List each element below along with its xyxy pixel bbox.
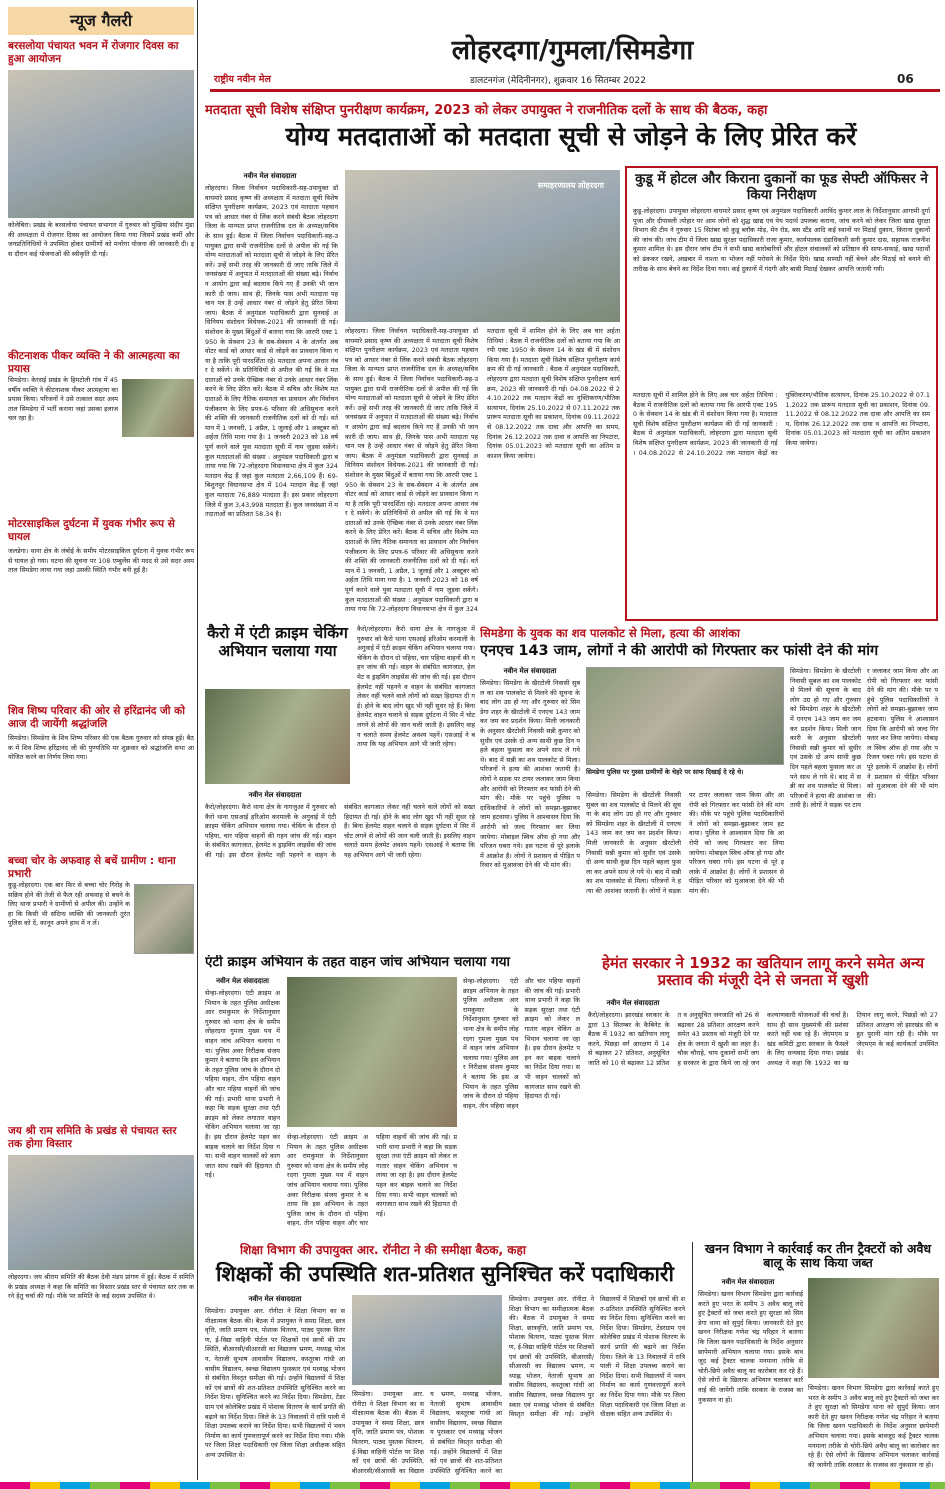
left-story-1 [8, 40, 194, 349]
khanan-byline: नवीन मेल संवाददाता [721, 1278, 775, 1286]
shiksha-col-1: सिमडेगा। उपायुक्त आर. रॉनीटा ने शिक्षा विभाग का समीक्षात्मक बैठक की। बैठक में उपायुक्त ने समग्र शिक्षा, छात्रवृत्ति, जाति प्रमाण पत्र, पोशाक वितरण, पाठ्य पुस्तक वितरण, ई-विद्या वाहिनी पोर्टल पर शिक्षकों एवं छात्रों की उपस्थिति, बीआरसी/सीआरसी का विद्यालय भ्रमण, मध्याह्न भोजन, नेताजी सुभाष आवासीय विद्यालय, कस्तूरबा गांधी आवासीय विद्यालय, स्वच्छ विद्यालय पुरस्कार एवं मध्याह्न भोजन से संबंधित विस्तृत समीक्षा की गई। उन्होंने विद्यालयों में शिक्षकों एवं छात्रों की शत-प्रतिशत उपस्थिति सुनिश्चित करने का निर्देश दिया। सुनिश्चित करने का निर्देश दिया। सिमडेगा, टेंडरग्राम एवं कोलेबिरा प्रखंड में पोशाक वितरण के कार्य प्रगति की बढ़ाने का निर्देश दिया। जिले के 13 निवालयों में रात्रि पाली में शिक्षा उपलब्ध कराने का निर्देश दिया। सभी विद्यालयों में भवन निर्माण का कार्य गुणवत्तापूर्ण करने का निर्देश दिया गया। मौके पर जिला शिक्षा पदाधिकारी एवं जिला शिक्षा अधीक्षक सहित अन्य उपस्थित थे। [205, 1307, 345, 1459]
simdega-caption: सिमडेगा पुलिस पर गुस्सा ग्रामीणों के चेहरे पर साफ दिखाई दे रहे थे। [586, 768, 744, 776]
food-headline: कुडू में होटल और किराना दुकानों का फूड सेफ्टी ऑफिसर ने किया निरीक्षण [635, 171, 928, 203]
left-story-1-headline: बरसलोया पंचायत भवन में रोजगार दिवस का हुआ आयोजन [8, 40, 179, 65]
cairo-story [205, 625, 475, 955]
anti-crime-byline: नवीन मेल संवाददाता [216, 977, 269, 985]
left-story-3 [8, 518, 194, 699]
left-story-4-headline: शिव शिष्य परिवार की ओर से हरिंद्रानंद जी को आज दी जायेंगी श्रद्धांजलि [8, 705, 185, 730]
simdega-story [480, 625, 938, 955]
lead-photo [345, 170, 620, 322]
left-story-2 [8, 350, 194, 516]
left-story-4 [8, 705, 194, 854]
left-story-1-body: कोलेबिरा। प्रखंड के बरसलोया पंचायत सभागार में गुरुवार को मुखिया संदीप मुंडा की अध्यक्षता में रोजगार दिवस का आयोजन किया गया जिसमें प्रखंड कर्मी और जनप्रतिनिधियों ने उपस्थित होकर ग्रामीणों को मनरेगा योजना की जानकारी दी। इस दौरान कई योजनाओं की स्वीकृति दी गई। [8, 221, 194, 258]
left-story-2-body: सिमडेगा। केरसई प्रखंड के हिमटोली गांव में 45 वर्षीय व्यक्ति ने कीटनाशक पीकर आत्महत्या का प्रयास किया। परिजनों ने उसे तत्काल सदर अस्पताल सिमडेगा में भर्ती कराया जहां उसका इलाज चल रहा है। [8, 376, 118, 423]
simdega-byline: नवीन मेल संवाददाता [503, 667, 557, 675]
khanan-photo [808, 1278, 939, 1378]
left-story-2-photo [122, 379, 194, 437]
food-schedule: मतदाता सूची में शामिल होने के लिए अब चार अर्हता तिथियां : बैठक में राजनीतिक दलों को बताया गया कि आरपी एक्ट 1950 के सेक्शन 14 के खंड बी में संशोधन किया गया है। मतदाता सूची विशेष संक्षिप्त पुनरीक्षण कार्यक्रम की दी गई जानकारी : बैठक में अनुमंडल पदाधिकारी, लोहरदगा द्वारा मतदाता सूची विशेष संक्षिप्त पुनरीक्षण कार्यक्रम, 2023 की जानकारी दी गई। 04.08.2022 से 24.10.2022 तक मतदान केंद्रों का युक्तिकरण/भौतिक सत्यापन, दिनांक 25.10.2022 से 07.11.2022 तक प्रारूप मतदाता सूची का प्रकाशन, दिनांक 09.11.2022 से 08.12.2022 तक दावा और आपत्ति का समय, दिनांक 26.12.2022 तक दावा व आपत्ति का निपटारा, दिनांक 05.01.2023 को मतदाता सूची का अंतिम प्रकाशन किया जायेगा। [633, 391, 930, 457]
hemant-body: कैरो/लोहरदगा। झारखंड सरकार के द्वारा 13 सितम्बर के कैबिनेट के बैठक में 1932 का खतियान लागू करने, पिछड़ा वर्ग आरक्षण में 14 से बढ़ाकर 27 प्रतिशत, अनुसूचित जाति को 10 से बढ़ाकर 12 प्रतिशत व अनुसूचित जनजाति को 26 से बढ़ाकर 28 प्रतिशत आरक्षण करने समेत 43 प्रस्ताव को मंजूरी देने पर क्षेत्र के जनता में खुशी का लहर है। चौक चौराहे, चाय दुकानों सभी जगह सरकार के द्वारा किये जा रहे जनकल्याणकारी योजनाओं की चर्चा है। साथ ही साथ मुख्यमंत्री की प्रशंसा करते नहीं थक रहे हैं। जेएमएम प्रखंड कमिटी द्वारा सरकार के फैसले के लिए धन्यवाद दिया गया। प्रखंड अध्यक्ष ने कहा कि 1932 का खतियान लागू करने, पिछड़ों को 27 प्रतिशत आरक्षण जो झारखंड की बहुत पुरानी मांग रही है। मौके पर जेएमएम के कई कार्यकर्ता उपस्थित थे। [588, 1011, 938, 1067]
khanan-col-2: सिमडेगा। खनन विभाग सिमडेगा द्वारा कार्रवाई करते हुए भरत के समीप 3 अवैध बालू लदे हुए ट्रैक्टरों को जब्त करते हुए सुरक्षा को सिमडेगा थाना को सुपुर्द किया। जानकारी देते हुए खनन निरीक्षक गणेश चंद्र परिहार ने बताया कि जिला खनन पदाधिकारी के निर्देश अनुसार छापेमारी अभियान चलाया गया। इसके बावजूद कई ट्रैक्टर चालक मनमाना तरीके से चोरी-छिपे अवैध बालू का कारोबार कर रहे हैं। ऐसे लोगों के खिलाफ अभियान चलाकर कार्रवाई की जायेगी ताकि सरकार के राजस्व का नुकसान ना हो। [808, 1384, 939, 1469]
food-safety-box [625, 166, 938, 621]
left-story-4-body: सिमडेगा। सिमडेगा के शिव शिष्य परिवार की एक बैठक गुरुवार को संपन्न हुई। बैठक में शिव शिष्य हरिंद्रानंद जी की पुण्यतिथि पर शुक्रवार को श्रद्धांजलि सभा आयोजित करने का निर्णय लिया गया। [8, 734, 194, 762]
left-story-5 [8, 855, 194, 1116]
left-story-3-body: जलडेगा। थाना क्षेत्र के लंबोई के समीप मोटरसाइकिल दुर्घटना में युवक गंभीर रूप से घायल हो गया। घटना की सूचना पर 108 एम्बुलेंस की मदद से उसे सदर अस्पताल सिमडेगा लाया गया जहां उसकी स्थिति गंभीर बनी हुई है। [8, 547, 194, 575]
left-story-6-headline: जय श्री राम समिति के प्रखंड से पंचायत स्तर तक होगा विस्तार [8, 1125, 177, 1150]
anti-crime-col-2: सेन्हा-लोहरदगा। एंटी क्राइम अभियान के तहत पुलिस अधीक्षक आर रामकुमार के निर्देशानुसार गुरुवार को थाना क्षेत्र के समीप लोहरदगा गुमला मुख्य पथ में वाहन जांच अभियान चलाया गया। पुलिस अवर निरीक्षक संजय कुमार ने बताया कि इस अभियान के तहत पुलिस जांच के दौरान दो पहिया वाहन, तीन पहिया वाहन और चार पहिया वाहनों की जांच की गई। प्रभारी थाना प्रभारी ने कहा कि सड़क सुरक्षा तथा एंटी क्राइम को लेकर लगातार वाहन चेकिंग अभियान चलाया जा रहा है। इस दौरान हेलमेट पहन कर बाइक चलाने का निर्देश दिया गया। सभी वाहन चालकों को कागजात साथ रखने की हिदायत दी गई। [287, 1133, 457, 1228]
paper-name: राष्ट्रीय नवीन मेल [214, 74, 271, 85]
lead-photo-sign: समाहरणालय लोहरदगा [537, 181, 604, 190]
simdega-photo [586, 667, 784, 765]
dateline: डालटनगंज (मेदिनीनगर), शुक्रवार 16 सितम्बर 2022 [470, 76, 646, 86]
anti-crime-col-3: सेन्हा-लोहरदगा। एंटी क्राइम अभियान के तहत पुलिस अधीक्षक आर रामकुमार के निर्देशानुसार गुरुवार को थाना क्षेत्र के समीप लोहरदगा गुमला मुख्य पथ में वाहन जांच अभियान चलाया गया। पुलिस अवर निरीक्षक संजय कुमार ने बताया कि इस अभियान के तहत पुलिस जांच के दौरान दो पहिया वाहन, तीन पहिया वाहन और चार पहिया वाहनों की जांच की गई। प्रभारी थाना प्रभारी ने कहा कि सड़क सुरक्षा तथा एंटी क्राइम को लेकर लगातार वाहन चेकिंग अभियान चलाया जा रहा है। इस दौरान हेलमेट पहन कर बाइक चलाने का निर्देश दिया गया। सभी वाहन चालकों को कागजात साथ रखने की हिदायत दी गई। [463, 977, 580, 1110]
lead-byline: नवीन मेल संवाददाता [243, 172, 297, 180]
lead-col-3: मतदाता सूची में शामिल होने के लिए अब चार अर्हता तिथियां : बैठक में राजनीतिक दलों को बताया गया कि आरपी एक्ट 1950 के सेक्शन 14 के खंड बी में संशोधन किया गया है। मतदाता सूची विशेष संक्षिप्त पुनरीक्षण कार्यक्रम की दी गई जानकारी : बैठक में अनुमंडल पदाधिकारी, लोहरदगा द्वारा मतदाता सूची विशेष संक्षिप्त पुनरीक्षण कार्यक्रम, 2023 की जानकारी दी गई। 04.08.2022 से 24.10.2022 तक मतदान केंद्रों का युक्तिकरण/भौतिक सत्यापन, दिनांक 25.10.2022 से 07.11.2022 तक प्रारूप मतदाता सूची का प्रकाशन, दिनांक 09.11.2022 से 08.12.2022 तक दावा और आपत्ति का समय, दिनांक 26.12.2022 तक दावा व आपत्ति का निपटारा, दिनांक 05.01.2023 को मतदाता सूची का अंतिम प्रकाशन किया जायेगा। [487, 327, 620, 460]
region-title: लोहरदगा/गुमला/सिमडेगा [451, 35, 694, 66]
page-number: 06 [897, 72, 914, 86]
shiksha-photo [352, 1295, 502, 1385]
lead-headline: योग्य मतदाताओं को मतदाता सूची से जोड़ने के लिए प्रेरित करें [285, 123, 857, 152]
news-gallery-banner [8, 7, 194, 35]
shiksha-kicker: शिक्षा विभाग की उपायुक्त आर. रॉनीटा ने की समीक्षा बैठक, कहा [240, 1243, 526, 1257]
left-story-5-body: कुडू-लोहरदगा। एक बार फिर से बच्चा चोर गिरोह के सक्रिय होने की तेजी से फैल रही अफवाह से बचने के लिए थाना प्रभारी ने ग्रामीणों से अपील की। उन्होंने कहा कि किसी भी संदिग्ध व्यक्ति की जानकारी तुरंत पुलिस को दें, कानून अपने हाथ में न लें। [8, 881, 130, 928]
simdega-col-3: सिमडेगा। सिमडेगा के खैरटोली निवासी सुबल का शव पालकोट से मिलने की सूचना के बाद लोग उग्र हो गए और गुरुवार को सिमडेगा शहर के खैरटोली में एनएच 143 जाम कर जम कर प्रदर्शन किया। मिली जानकारी के अनुसार खैरटोली निवासी सन्नी कुमार को सुधीर एवं उसके दो अन्य साथी कुछ दिन पहले बहला फुसला कर अपने साथ ले गये थे। बाद में सन्नी का शव पालकोट से मिला। परिजनों ने हत्या की आशंका जतायी है। लोगों ने सड़क पर टायर जलाकर जाम किया और आरोपी को गिरफ्तार कर फांसी देने की मांग की। मौके पर पहुंचे पुलिस पदाधिकारियों ने लोगों को समझा-बुझाकर जाम हटवाया। पुलिस ने आश्वासन दिया कि आरोपी को जल्द गिरफ्तार कर लिया जायेगा। मोबाइल स्विच ऑफ हो गया और परिजन घबरा गये। इस घटना से पूरे इलाके में आक्रोश है। लोगों ने प्रशासन से पीड़ित परिवार को मुआवजा देने की भी मांग की। [790, 667, 938, 810]
left-story-5-photo [134, 884, 194, 954]
khanan-story [692, 1242, 938, 1483]
cairo-headline: कैरो में एंटी क्राइम चेकिंग अभियान चलाया गया [207, 624, 348, 660]
simdega-headline: एनएच 143 जाम, लोगों ने की आरोपी को गिरफ्तार कर फांसी देने की मांग [480, 643, 879, 659]
left-story-1-photo [8, 70, 194, 218]
left-story-2-headline: कीटनाशक पीकर व्यक्ति ने की आत्महत्या का प्रयास [8, 350, 180, 375]
simdega-col-1: सिमडेगा। सिमडेगा के खैरटोली निवासी सुबल का शव पालकोट से मिलने की सूचना के बाद लोग उग्र हो गए और गुरुवार को सिमडेगा शहर के खैरटोली में एनएच 143 जाम कर जम कर प्रदर्शन किया। मिली जानकारी के अनुसार खैरटोली निवासी सन्नी कुमार को सुधीर एवं उसके दो अन्य साथी कुछ दिन पहले बहला फुसला कर अपने साथ ले गये थे। बाद में सन्नी का शव पालकोट से मिला। परिजनों ने हत्या की आशंका जतायी है। लोगों ने सड़क पर टायर जलाकर जाम किया और आरोपी को गिरफ्तार कर फांसी देने की मांग की। मौके पर पहुंचे पुलिस पदाधिकारियों ने लोगों को समझा-बुझाकर जाम हटवाया। पुलिस ने आश्वासन दिया कि आरोपी को जल्द गिरफ्तार कर लिया जायेगा। मोबाइल स्विच ऑफ हो गया और परिजन घबरा गये। इस घटना से पूरे इलाके में आक्रोश है। लोगों ने प्रशासन से पीड़ित परिवार को मुआवजा देने की भी मांग की। [480, 679, 580, 870]
cairo-body: कैरो/लोहरदगा। कैरो थाना क्षेत्र के नागजुआ में गुरुवार को कैरो थाना एसआई हरिओम करमाली के अगुवाई में एंटी क्राइम चेकिंग अभियान चलाया गया। चेकिंग के दौरान दो पहिया, चार पहिया वाहनों की गहन जांच की गई। वाहन के संबंधित कागजात, हेलमेट व ड्राइविंग लाइसेंस की जांच की गई। इस दौरान हेलमेट नहीं पहनने व वाहन के संबंधित कागजात लेकर नहीं चलने वाले लोगों को सख्त हिदायत दी गई। होने के बाद लोग खुद भी नहीं सुधर रहे हैं। बिना हेलमेट वाहन चलाने से सड़क दुर्घटना में सिर में चोट लगने से लोगों की जान चली जाती है। इसलिए वाहन चलाते समय हेलमेट अवश्य पहनें। एसआई ने बताया कि यह अभियान आगे भी जारी रहेगा। [205, 803, 475, 859]
left-story-5-headline: बच्चा चोर के अफवाह से बचें ग्रामीण : थाना प्रभारी [8, 855, 176, 880]
khanan-headline: खनन विभाग ने कार्रवाई कर तीन ट्रैक्टरों को अवैध बालू के साथ किया जब्त [704, 1241, 932, 1271]
anti-crime-story [205, 955, 580, 1240]
cairo-byline: नवीन मेल संवाददाता [248, 791, 302, 799]
left-story-6-body: लोहरदगा। जय श्रीराम समिति की बैठक देवी मंडप प्रांगण में हुई। बैठक में समिति के प्रखंड अध्यक्ष ने कहा कि समिति का विस्तार प्रखंड स्तर से पंचायत स्तर तक करने हेतु चर्चा की गई। मौके पर समिति के कई सदस्य उपस्थित थे। [8, 1273, 194, 1301]
khanan-col-1: सिमडेगा। खनन विभाग सिमडेगा द्वारा कार्रवाई करते हुए भरत के समीप 3 अवैध बालू लदे हुए ट्रैक्टरों को जब्त करते हुए सुरक्षा को सिमडेगा थाना को सुपुर्द किया। जानकारी देते हुए खनन निरीक्षक गणेश चंद्र परिहार ने बताया कि जिला खनन पदाधिकारी के निर्देश अनुसार छापेमारी अभियान चलाया गया। इसके बावजूद कई ट्रैक्टर चालक मनमाना तरीके से चोरी-छिपे अवैध बालू का कारोबार कर रहे हैं। ऐसे लोगों के खिलाफ अभियान चलाकर कार्रवाई की जायेगी ताकि सरकार के राजस्व का नुकसान ना हो। [698, 1290, 803, 1404]
hemant-story [588, 955, 938, 1240]
news-gallery-title: न्यूज गैलरी [70, 11, 132, 30]
lead-col-1: लोहरदगा। जिला निर्वाचन पदाधिकारी-सह-उपायुक्त डॉ वाघमारे प्रसाद कृष्ण की अध्यक्षता में मतदाता सूची विशेष संक्षिप्त पुनरीक्षण कार्यक्रम, 2023 एवं मतदाता पहचान पत्र को आधार नंबर से लिंक करने संबंधी बैठक लोहरदगा जिला के मान्यता प्राप्त राजनीतिक दल के अध्यक्ष/सचिव के साथ हुई। बैठक में जिला निर्वाचन पदाधिकारी-सह-उपायुक्त द्वारा सभी राजनीतिक दलों से अपील की गई कि योग्य मतदाताओं को मतदाता सूची से जोड़ने के लिए प्रेरित करें। उन्हें सभी तरह की जानकारी दी जाए ताकि जिले में जनसंख्या में अनुपात में मतदाताओं की संख्या बढ़े। निर्वाचन आयोग द्वारा कई बदलाव किये गए हैं उनकी भी जानकारी दी जाय। साथ ही, जिनके पास अभी मतदाता पहचान पत्र है उन्हें आधार नंबर से जोड़ने हेतु प्रेरित किया जाय। बैठक में अनुमंडल पदाधिकारी द्वारा सुनवाई अधिनियम संशोधन विधेयक-2021 की जानकारी दी गई। संशोधन के मुख्य बिंदुओं में बताया गया कि आरपी एक्ट 1950 के सेक्शन 23 के सब-सेक्शन 4 के अंतर्गत अब वोटर कार्ड को आधार कार्ड से जोड़ने का प्रावधान किया गया है ताकि पूरी पारदर्शिता रहे। मतदाता अपना आधार नंबर दे सकेंगे। के प्रतिनिधियों से अपील की गई कि वे मतदाताओं को उनके ऐच्छिक नंबर से उनके आधार नंबर लिंक करने के लिए प्रेरित करें। बैठक में सचिव और विशेष मतदाताओं के लिए नैतिक समानता का प्रावधान और निर्वाचन पंजीकरण के लिए प्रपत्र-6 परिवार की अधिसूचना करने की शक्ति की जानकारी राजनीतिक दलों को दी गई। वर्तमान में 1 जनवरी, 1 अप्रैल, 1 जुलाई और 1 अक्टूबर को अर्हता तिथि माना गया है। 1 जनवरी 2023 को 18 वर्ष पूर्ण करने वाले युवा मतदाता सूची में नाम जुड़वा सकेंगे। कुल मतदाताओं की संख्या : अनुमंडल पदाधिकारी द्वारा बताया गया कि 72-लोहरदगा विधानसभा क्षेत्र में कुल 324 मतदान केंद्र हैं जहां कुल मतदाता 2,66,109 हैं। 69-बिशुनपुर विधानसभा क्षेत्र में 104 मतदान केंद्र हैं जहां कुल मतदाता 76,889 मतदाता हैं। इस प्रकार लोहरदगा जिले में कुल 3,43,998 मतदाता हैं। कुल जनसंख्या में मतदाताओं का प्रतिशत 58.34 है। [205, 184, 338, 519]
shiksha-col-3: सिमडेगा। उपायुक्त आर. रॉनीटा ने शिक्षा विभाग का समीक्षात्मक बैठक की। बैठक में उपायुक्त ने समग्र शिक्षा, छात्रवृत्ति, जाति प्रमाण पत्र, पोशाक वितरण, पाठ्य पुस्तक वितरण, ई-विद्या वाहिनी पोर्टल पर शिक्षकों एवं छात्रों की उपस्थिति, बीआरसी/सीआरसी का विद्यालय भ्रमण, मध्याह्न भोजन, नेताजी सुभाष आवासीय विद्यालय, कस्तूरबा गांधी आवासीय विद्यालय, स्वच्छ विद्यालय पुरस्कार एवं मध्याह्न भोजन से संबंधित विस्तृत समीक्षा की गई। उन्होंने विद्यालयों में शिक्षकों एवं छात्रों की शत-प्रतिशत उपस्थिति सुनिश्चित करने का निर्देश दिया। सुनिश्चित करने का निर्देश दिया। सिमडेगा, टेंडरग्राम एवं कोलेबिरा प्रखंड में पोशाक वितरण के कार्य प्रगति की बढ़ाने का निर्देश दिया। जिले के 13 निवालयों में रात्रि पाली में शिक्षा उपलब्ध कराने का निर्देश दिया। सभी विद्यालयों में भवन निर्माण का कार्य गुणवत्तापूर्ण करने का निर्देश दिया गया। मौके पर जिला शिक्षा पदाधिकारी एवं जिला शिक्षा अधीक्षक सहित अन्य उपस्थित थे। [509, 1295, 685, 1419]
left-story-6-photo [8, 1155, 194, 1270]
hemant-headline: हेमंत सरकार ने 1932 का खतियान लागू करने समेत अन्य प्रस्ताव की मंजूरी देने से जनता में खुशी [601, 954, 925, 990]
anti-crime-col-1: सेन्हा-लोहरदगा। एंटी क्राइम अभियान के तहत पुलिस अधीक्षक आर रामकुमार के निर्देशानुसार गुरुवार को थाना क्षेत्र के समीप लोहरदगा गुमला मुख्य पथ में वाहन जांच अभियान चलाया गया। पुलिस अवर निरीक्षक संजय कुमार ने बताया कि इस अभियान के तहत पुलिस जांच के दौरान दो पहिया वाहन, तीन पहिया वाहन और चार पहिया वाहनों की जांच की गई। प्रभारी थाना प्रभारी ने कहा कि सड़क सुरक्षा तथा एंटी क्राइम को लेकर लगातार वाहन चेकिंग अभियान चलाया जा रहा है। इस दौरान हेलमेट पहन कर बाइक चलाने का निर्देश दिया गया। सभी वाहन चालकों को कागजात साथ रखने की हिदायत दी गई। [205, 989, 280, 1180]
lead-col-2: लोहरदगा। जिला निर्वाचन पदाधिकारी-सह-उपायुक्त डॉ वाघमारे प्रसाद कृष्ण की अध्यक्षता में मतदाता सूची विशेष संक्षिप्त पुनरीक्षण कार्यक्रम, 2023 एवं मतदाता पहचान पत्र को आधार नंबर से लिंक करने संबंधी बैठक लोहरदगा जिला के मान्यता प्राप्त राजनीतिक दल के अध्यक्ष/सचिव के साथ हुई। बैठक में जिला निर्वाचन पदाधिकारी-सह-उपायुक्त द्वारा सभी राजनीतिक दलों से अपील की गई कि योग्य मतदाताओं को मतदाता सूची से जोड़ने के लिए प्रेरित करें। उन्हें सभी तरह की जानकारी दी जाए ताकि जिले में जनसंख्या में अनुपात में मतदाताओं की संख्या बढ़े। निर्वाचन आयोग द्वारा कई बदलाव किये गए हैं उनकी भी जानकारी दी जाय। साथ ही, जिनके पास अभी मतदाता पहचान पत्र है उन्हें आधार नंबर से जोड़ने हेतु प्रेरित किया जाय। बैठक में अनुमंडल पदाधिकारी द्वारा सुनवाई अधिनियम संशोधन विधेयक-2021 की जानकारी दी गई। संशोधन के मुख्य बिंदुओं में बताया गया कि आरपी एक्ट 1950 के सेक्शन 23 के सब-सेक्शन 4 के अंतर्गत अब वोटर कार्ड को आधार कार्ड से जोड़ने का प्रावधान किया गया है ताकि पूरी पारदर्शिता रहे। मतदाता अपना आधार नंबर दे सकेंगे। के प्रतिनिधियों से अपील की गई कि वे मतदाताओं को उनके ऐच्छिक नंबर से उनके आधार नंबर लिंक करने के लिए प्रेरित करें। बैठक में सचिव और विशेष मतदाताओं के लिए नैतिक समानता का प्रावधान और निर्वाचन पंजीकरण के लिए प्रपत्र-6 परिवार की अधिसूचना करने की शक्ति की जानकारी राजनीतिक दलों को दी गई। वर्तमान में 1 जनवरी, 1 अप्रैल, 1 जुलाई और 1 अक्टूबर को अर्हता तिथि माना गया है। 1 जनवरी 2023 को 18 वर्ष पूर्ण करने वाले युवा मतदाता सूची में नाम जुड़वा सकेंगे। कुल मतदाताओं की संख्या : अनुमंडल पदाधिकारी द्वारा बताया गया कि 72-लोहरदगा विधानसभा क्षेत्र में कुल 324 [345, 327, 478, 614]
bottom-strip [0, 1482, 945, 1489]
left-story-6 [8, 1125, 194, 1398]
masthead [200, 0, 945, 100]
masthead-rule [210, 89, 940, 92]
hemant-byline: नवीन मेल संवाददाता [606, 999, 660, 1007]
lead-kicker: मतदाता सूची विशेष संक्षिप्त पुनरीक्षण कार्यक्रम, 2023 को लेकर उपायुक्त ने राजनीतिक दलों के साथ की बैठक, कहा [205, 103, 768, 118]
shiksha-col-2: सिमडेगा। उपायुक्त आर. रॉनीटा ने शिक्षा विभाग का समीक्षात्मक बैठक की। बैठक में उपायुक्त ने समग्र शिक्षा, छात्रवृत्ति, जाति प्रमाण पत्र, पोशाक वितरण, पाठ्य पुस्तक वितरण, ई-विद्या वाहिनी पोर्टल पर शिक्षकों एवं छात्रों की उपस्थिति, बीआरसी/सीआरसी का विद्यालय भ्रमण, मध्याह्न भोजन, नेताजी सुभाष आवासीय विद्यालय, कस्तूरबा गांधी आवासीय विद्यालय, स्वच्छ विद्यालय पुरस्कार एवं मध्याह्न भोजन से संबंधित विस्तृत समीक्षा की गई। उन्होंने विद्यालयों में शिक्षकों एवं छात्रों की शत-प्रतिशत उपस्थिति सुनिश्चित करने का [352, 1390, 502, 1475]
anti-crime-headline: एंटी क्राइम अभियान के तहत वाहन जांच अभियान चलाया गया [205, 955, 511, 970]
left-story-3-headline: मोटरसाइकिल दुर्घटना में युवक गंभीर रूप से घायल [8, 518, 175, 543]
shiksha-headline: शिक्षकों की उपस्थिति शत-प्रतिशत सुनिश्चित करें पदाधिकारी [216, 1262, 674, 1286]
cairo-photo [205, 689, 350, 784]
left-column [8, 0, 198, 1480]
simdega-col-2: सिमडेगा। सिमडेगा के खैरटोली निवासी सुबल का शव पालकोट से मिलने की सूचना के बाद लोग उग्र हो गए और गुरुवार को सिमडेगा शहर के खैरटोली में एनएच 143 जाम कर जम कर प्रदर्शन किया। मिली जानकारी के अनुसार खैरटोली निवासी सन्नी कुमार को सुधीर एवं उसके दो अन्य साथी कुछ दिन पहले बहला फुसला कर अपने साथ ले गये थे। बाद में सन्नी का शव पालकोट से मिला। परिजनों ने हत्या की आशंका जतायी है। लोगों ने सड़क पर टायर जलाकर जाम किया और आरोपी को गिरफ्तार कर फांसी देने की मांग की। मौके पर पहुंचे पुलिस पदाधिकारियों ने लोगों को समझा-बुझाकर जाम हटवाया। पुलिस ने आश्वासन दिया कि आरोपी को जल्द गिरफ्तार कर लिया जायेगा। मोबाइल स्विच ऑफ हो गया और परिजन घबरा गये। इस घटना से पूरे इलाके में आक्रोश है। लोगों ने प्रशासन से पीड़ित परिवार को मुआवजा देने की भी मांग की। [586, 791, 784, 895]
anti-crime-photo [287, 977, 457, 1127]
cairo-body-right: कैरो/लोहरदगा। कैरो थाना क्षेत्र के नागजुआ में गुरुवार को कैरो थाना एसआई हरिओम करमाली के अगुवाई में एंटी क्राइम चेकिंग अभियान चलाया गया। चेकिंग के दौरान दो पहिया, चार पहिया वाहनों की गहन जांच की गई। वाहन के संबंधित कागजात, हेलमेट व ड्राइविंग लाइसेंस की जांच की गई। इस दौरान हेलमेट नहीं पहनने व वाहन के संबंधित कागजात लेकर नहीं चलने वाले लोगों को सख्त हिदायत दी गई। होने के बाद लोग खुद भी नहीं सुधर रहे हैं। बिना हेलमेट वाहन चलाने से सड़क दुर्घटना में सिर में चोट लगने से लोगों की जान चली जाती है। इसलिए वाहन चलाते समय हेलमेट अवश्य पहनें। एसआई ने बताया कि यह अभियान आगे भी जारी रहेगा। [357, 625, 475, 749]
simdega-kicker: सिमडेगा के युवक का शव पालकोट से मिला, हत्या की आशंका [480, 626, 740, 640]
lead-story [205, 170, 620, 615]
food-body: कुडू-लोहरदगा। उपायुक्त लोहरदगा वाघमारे प्रसाद कृष्ण एवं अनुमंडल पदाधिकारी अरविंद कुमार लाल के निर्देशानुसार आगामी दुर्गा पूजा और दीपावली त्योहार पर आम लोगों को शुद्ध खाद्य एवं पेय पदार्थ उपलब्ध कराना, जांच करने को लेकर जिला खाद्य सुरक्षा विभाग की टीम ने गुरुवार 15 सितंबर को कुडू ब्लॉक मोड़, मेन रोड, बस स्टैंड आदि कई स्थानों पर मिठाई दुकान, किराना दुकानों की जांच की। जांच टीम में जिला खाद्य सुरक्षा पदाधिकारी राजा कुमार, कार्यपालक दंडाधिकारी सनी कुमार दास, सहायक राजनीश कुमार शामिल थे। इस दौरान जांच टीम ने सभी खाद्य कारोबारियों और होटल संचालकों को प्रतिष्ठान की साफ-सफाई, खाद्य पदार्थों को ढंककर रखने, अखबार में नाश्ता या भोजन नहीं परोसने के निर्देश दिये। खाद्य सामग्री नहीं बेचने और मिठाई को बनाने की तारीख के साथ बेचने का निर्देश दिया गया। कई दुकानों में गंदगी और बासी मिठाई देखकर आपत्ति जतायी गयी। [633, 207, 930, 273]
shiksha-byline: नवीन मेल संवाददाता [248, 1295, 302, 1303]
shiksha-story [205, 1295, 685, 1483]
